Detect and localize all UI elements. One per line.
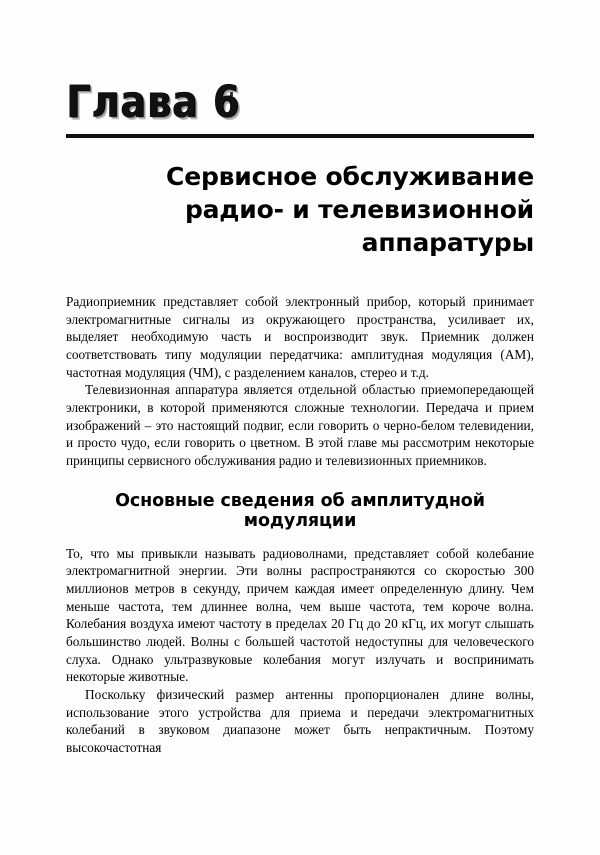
intro-text-block: [66, 293, 534, 470]
section-text-block: [66, 545, 534, 757]
chapter-title-line-1: Сервисное обслуживание: [166, 162, 534, 191]
page-content: [66, 75, 534, 757]
chapter-rule-divider: [66, 134, 534, 138]
chapter-title: [66, 160, 534, 259]
section-paragraph-1: То, что мы привыкли называть радиоволнами, представляет собой колебание электромагнитной энергии. Эти волны распространяются со скоростью 300 миллионов метров в секунду, причем каждая имеет определенную длину. Чем меньше частота, тем длиннее волна, чем выше частота, тем короче волна. Колебания воздуха имеют частоту в пределах 20 Гц до 20 кГц, их могут слышать большинство людей. Волны с большей частотой недоступны для человеческого слуха. Однако ультразвуковые колебания могут излучать и воспринимать некоторые животные.: [66, 545, 534, 685]
intro-paragraph-2: Телевизионная аппаратура является отдельной областью приемопередающей электроники, в которой применяются сложные технологии. Передача и прием изображений – это настоящий подвиг, если говорить о черно-белом телевидении, и просто чудо, если говорить о цветном. В этой главе мы рассмотрим некоторые принципы сервисного обслуживания радио и телевизионных приемников.: [66, 382, 534, 469]
chapter-title-line-2: радио- и телевизионной: [184, 195, 534, 224]
chapter-title-line-3: аппаратуры: [361, 228, 534, 257]
intro-paragraph-1: Радиоприемник представляет собой электронный прибор, который принимает электромагнитные сигналы из окружающего пространства, усиливает их, выделяет необходимую часть и воспроизводит звук. Приемник должен соответствовать типу модуляции передатчика: амплитудная модуляция (АМ), частотная модуляция (ЧМ), с разделением каналов, стерео и т.д.: [66, 294, 534, 380]
section-paragraph-2: Поскольку физический размер антенны пропорционален длине волны, использование этого устройства для приема и передачи электромагнитных колебаний в звуковом диапазоне может быть непрактичным. Поэтому высокочастотная: [66, 687, 534, 756]
chapter-label: Глава 6: [66, 75, 241, 128]
section-heading: Основные сведения об амплитудной модуляции: [115, 490, 485, 531]
